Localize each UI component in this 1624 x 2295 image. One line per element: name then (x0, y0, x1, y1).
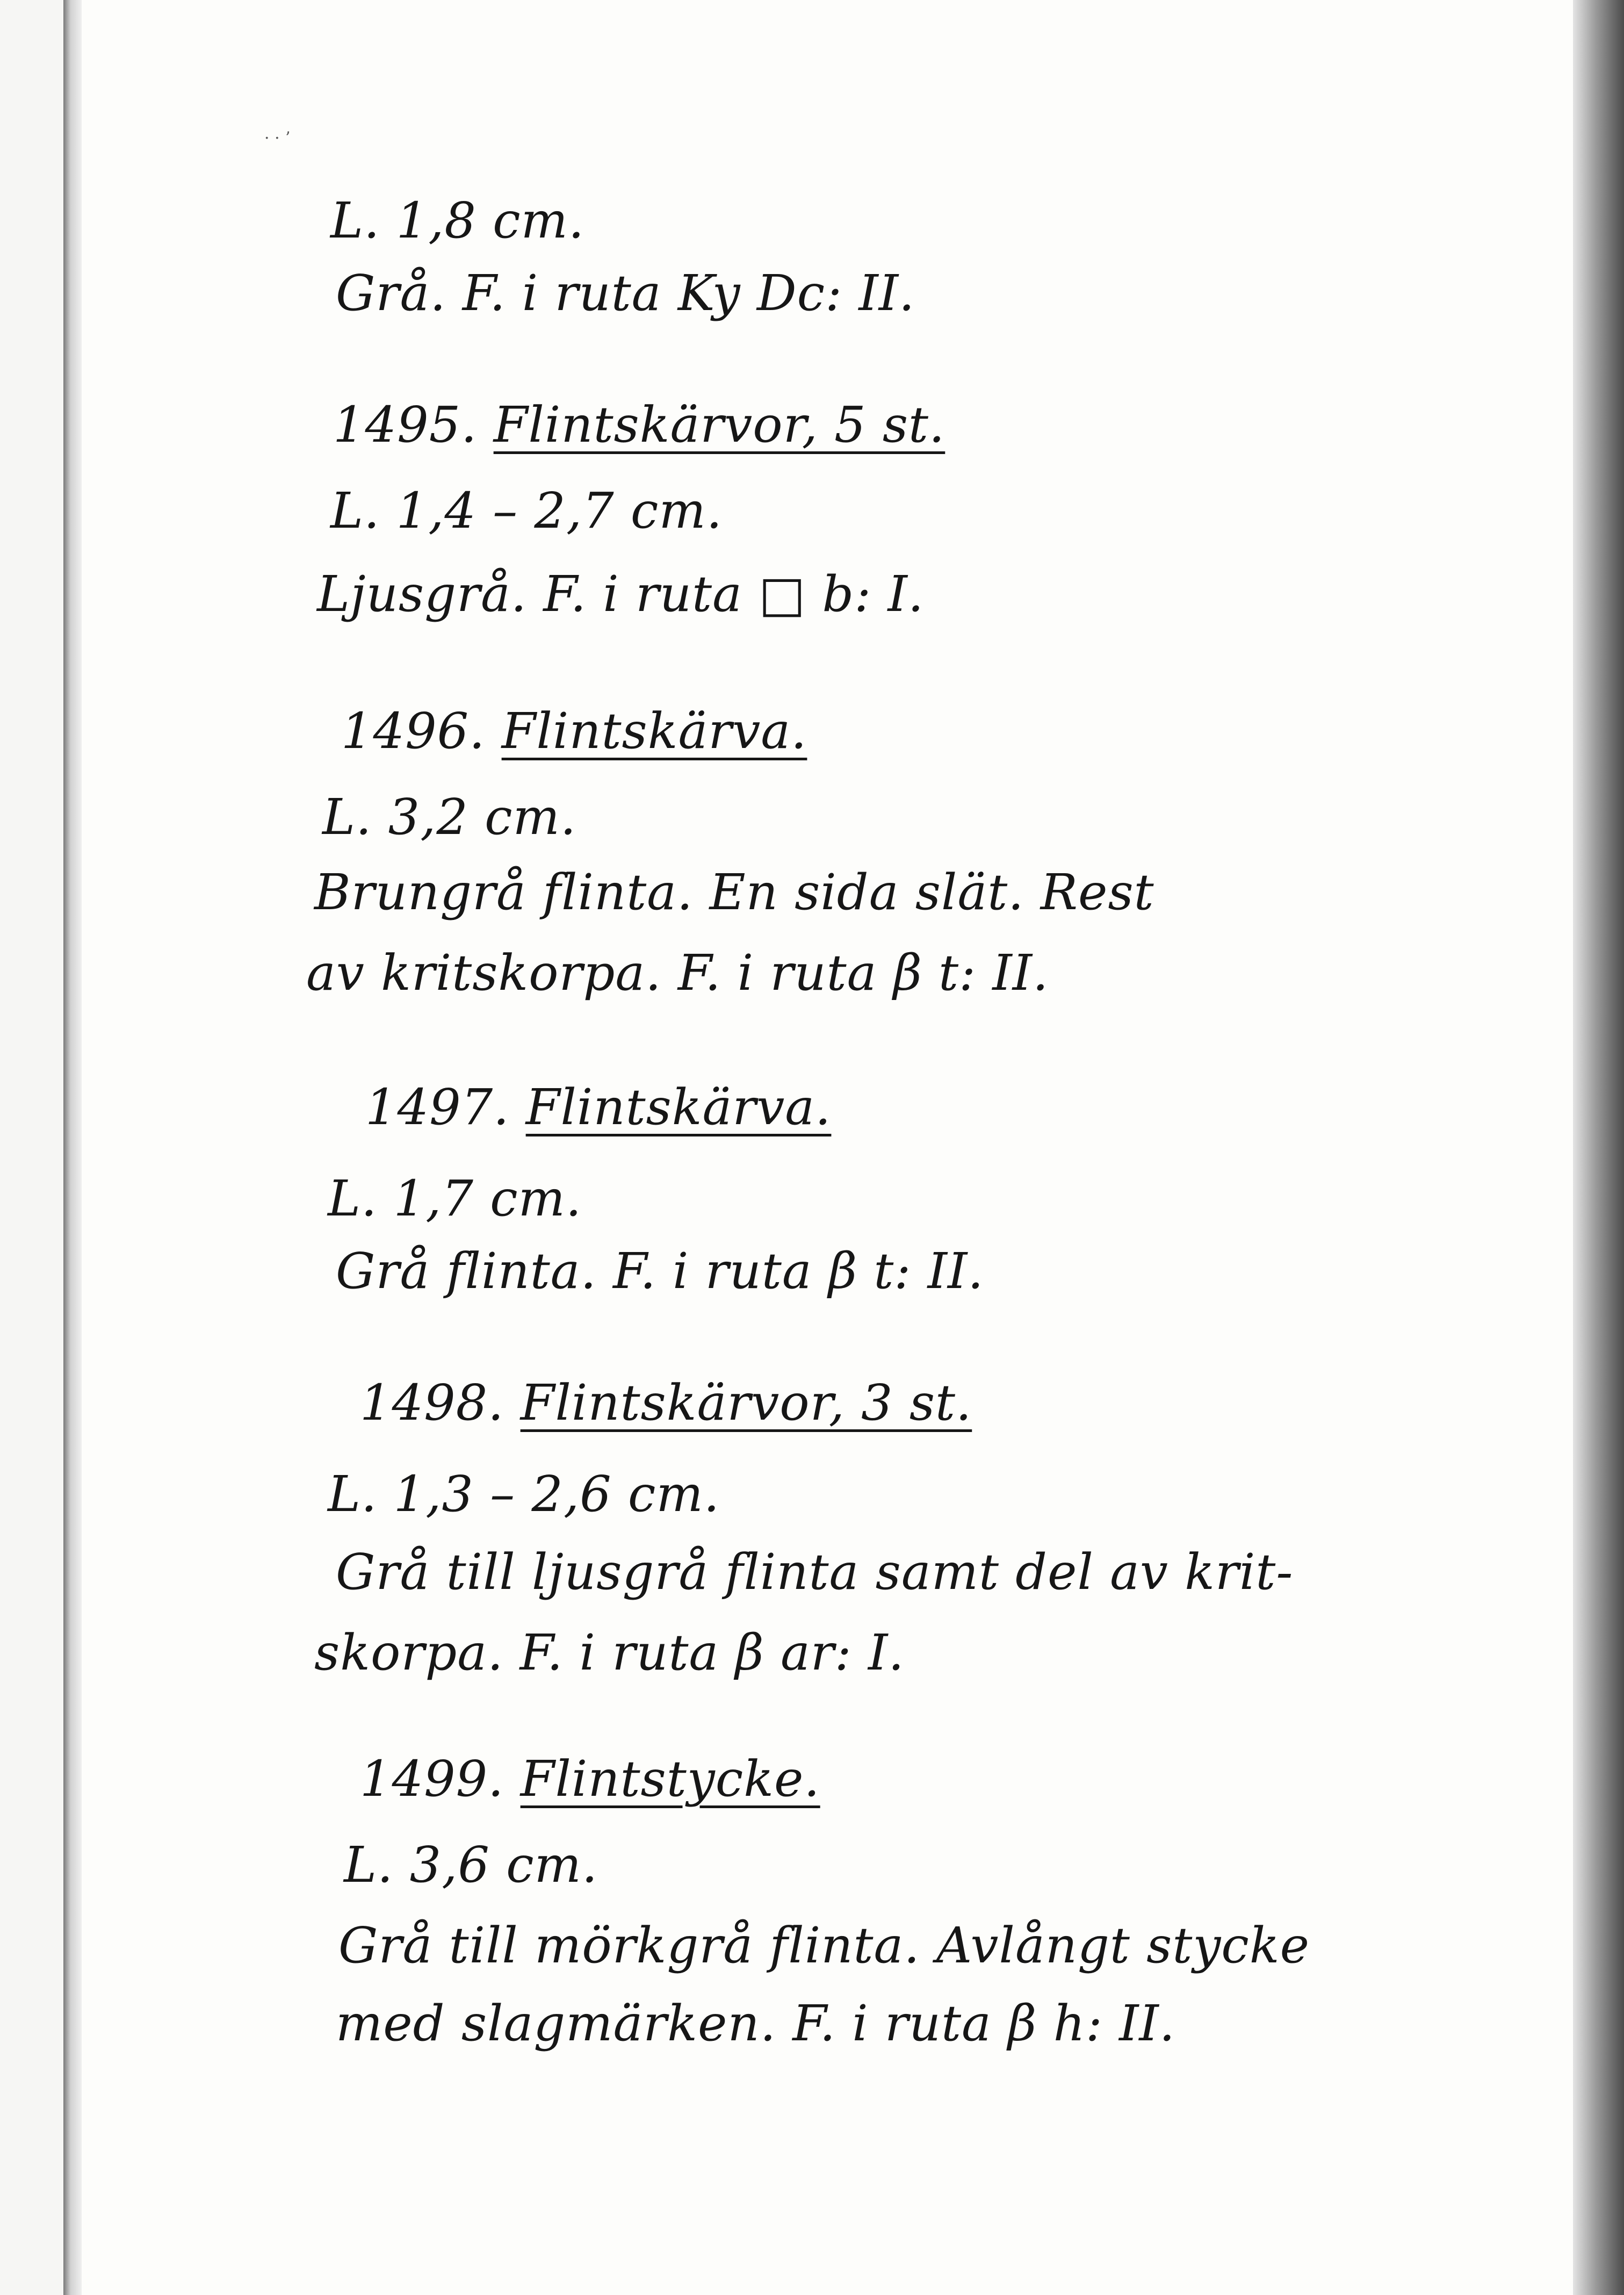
entry-1496-description-line-1: Brungrå flinta. En sida slät. Rest (314, 864, 1154, 921)
entry-1499-length: L. 3,6 cm. (344, 1836, 598, 1894)
entry-1495-description: Ljusgrå. F. i ruta □ b: I. (317, 565, 925, 623)
entry-1496-length: L. 3,2 cm. (322, 788, 577, 846)
page-margin-left (0, 0, 63, 2295)
entry-1499-description-line-1: Grå till mörkgrå flinta. Avlångt stycke (338, 1917, 1310, 1974)
ink-speck: · · ʼ (264, 129, 290, 148)
entry-1498-description-line-1: Grå till ljusgrå flinta samt del av krit- (336, 1543, 1294, 1601)
binding-shadow-left (63, 0, 82, 2295)
entry-1499-number: 1499. (360, 1750, 504, 1808)
entry-1498-heading (360, 1374, 972, 1431)
entry-1496-number: 1496. (341, 702, 486, 760)
entry-1499-title: Flintstycke. (520, 1750, 820, 1808)
binding-shadow-right (1573, 0, 1624, 2295)
entry-1497-length: L. 1,7 cm. (328, 1170, 582, 1227)
entry-1494-length: L. 1,8 cm. (330, 192, 585, 249)
entry-1496-title: Flintskärva. (501, 702, 807, 760)
entry-1499-heading (360, 1750, 820, 1808)
entry-1494-description: Grå. F. i ruta Ky Dc: II. (336, 264, 915, 322)
entry-1495-title: Flintskärvor, 5 st. (493, 396, 945, 454)
entry-1498-description-line-2: skorpa. F. i ruta β ar: I. (314, 1624, 905, 1681)
entry-1499-description-line-2: med slagmärken. F. i ruta β h: II. (336, 1995, 1176, 2052)
entry-1498-length: L. 1,3 – 2,6 cm. (328, 1465, 720, 1523)
entry-1496-heading (341, 702, 807, 760)
entry-1497-title: Flintskärva. (525, 1078, 832, 1136)
entry-1498-number: 1498. (360, 1374, 504, 1431)
entry-1497-number: 1497. (365, 1078, 510, 1136)
entry-1498-title: Flintskärvor, 3 st. (520, 1374, 972, 1431)
entry-1496-description-line-2: av kritskorpa. F. i ruta β t: II. (306, 944, 1049, 1002)
entry-1495-number: 1495. (333, 396, 478, 454)
entry-1495-length: L. 1,4 – 2,7 cm. (330, 482, 723, 539)
entry-1497-description: Grå flinta. F. i ruta β t: II. (336, 1242, 984, 1300)
entry-1497-heading (365, 1078, 832, 1136)
entry-1495-heading (333, 396, 945, 454)
